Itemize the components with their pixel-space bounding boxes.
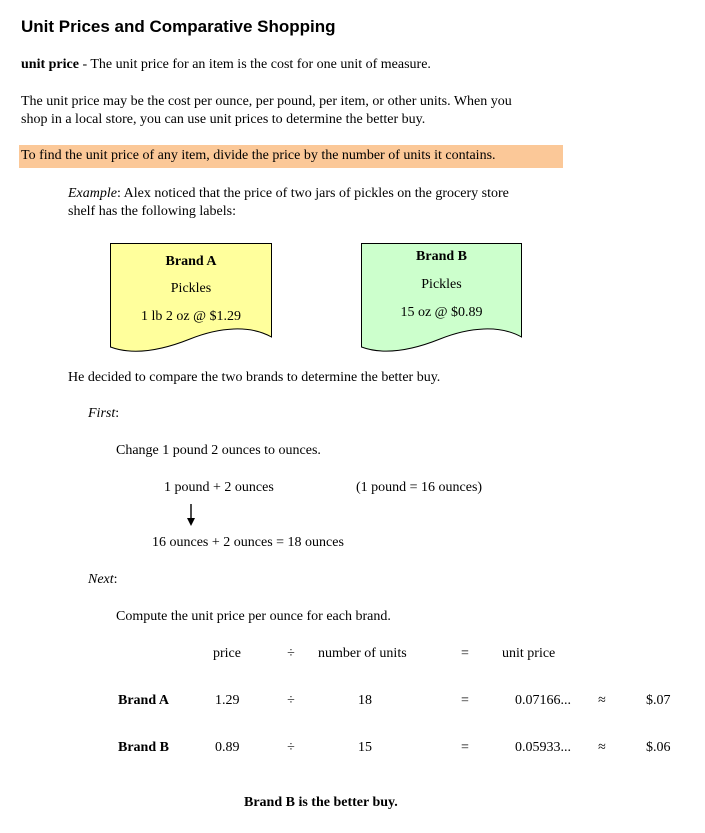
definition-term: unit price — [21, 57, 79, 72]
step-first-instruction: Change 1 pound 2 ounces to ounces. — [116, 443, 321, 458]
header-divide: ÷ — [287, 646, 295, 661]
row-exact: 0.07166... — [515, 693, 571, 708]
tag-brand: Brand A — [165, 254, 217, 269]
row-price: 0.89 — [215, 740, 240, 755]
conversion-result: 16 ounces + 2 ounces = 18 ounces — [152, 535, 344, 550]
conversion-fact: (1 pound = 16 ounces) — [356, 480, 483, 495]
row-divide: ÷ — [287, 693, 295, 708]
conclusion-text: Brand B is the better buy. — [244, 795, 398, 810]
page-title: Unit Prices and Comparative Shopping — [21, 17, 336, 36]
row-approx: ≈ — [598, 693, 606, 708]
paragraph-line-1: The unit price may be the cost per ounce, per pound, per item, or other units. When you — [21, 94, 512, 109]
decision-text: He decided to compare the two brands to determine the better buy. — [68, 370, 441, 385]
arrow-down-icon — [185, 504, 197, 528]
row-units: 15 — [358, 740, 372, 755]
header-price: price — [213, 646, 241, 661]
price-tag-brand-a — [110, 243, 272, 361]
tag-price: 1 lb 2 oz @ $1.29 — [141, 309, 241, 324]
row-approx: ≈ — [598, 740, 606, 755]
header-equals: = — [461, 646, 469, 661]
header-unit-price: unit price — [502, 646, 556, 661]
example-label: Example — [68, 186, 117, 201]
row-rounded: $.07 — [646, 693, 671, 708]
tag-price: 15 oz @ $0.89 — [400, 305, 483, 320]
row-divide: ÷ — [287, 740, 295, 755]
row-units: 18 — [358, 693, 372, 708]
price-tag-brand-b — [361, 243, 522, 361]
row-exact: 0.05933... — [515, 740, 571, 755]
row-price: 1.29 — [215, 693, 240, 708]
step-next-label: Next: — [88, 572, 118, 587]
definition-text: - The unit price for an item is the cost for one unit of measure. — [78, 57, 431, 72]
header-units: number of units — [318, 646, 407, 661]
conversion-expression: 1 pound + 2 ounces — [164, 480, 274, 495]
tag-product: Pickles — [421, 277, 462, 292]
tag-brand: Brand B — [416, 249, 467, 264]
example-text: : Alex noticed that the price of two jars of pickles on the grocery store — [116, 186, 509, 201]
row-equals: = — [461, 693, 469, 708]
paragraph-line-2: shop in a local store, you can use unit prices to determine the better buy. — [21, 112, 426, 127]
example-line-1 — [68, 186, 509, 202]
row-equals: = — [461, 740, 469, 755]
step-first-label: First: — [88, 406, 120, 421]
tag-product: Pickles — [170, 281, 212, 296]
row-brand: Brand B — [118, 740, 169, 755]
example-line-2: shelf has the following labels: — [68, 204, 236, 219]
definition — [21, 57, 431, 73]
row-brand: Brand A — [118, 693, 169, 708]
step-next-instruction: Compute the unit price per ounce for each brand. — [116, 609, 391, 624]
rule-text: To find the unit price of any item, divide the price by the number of units it contains. — [21, 148, 496, 163]
row-rounded: $.06 — [646, 740, 671, 755]
